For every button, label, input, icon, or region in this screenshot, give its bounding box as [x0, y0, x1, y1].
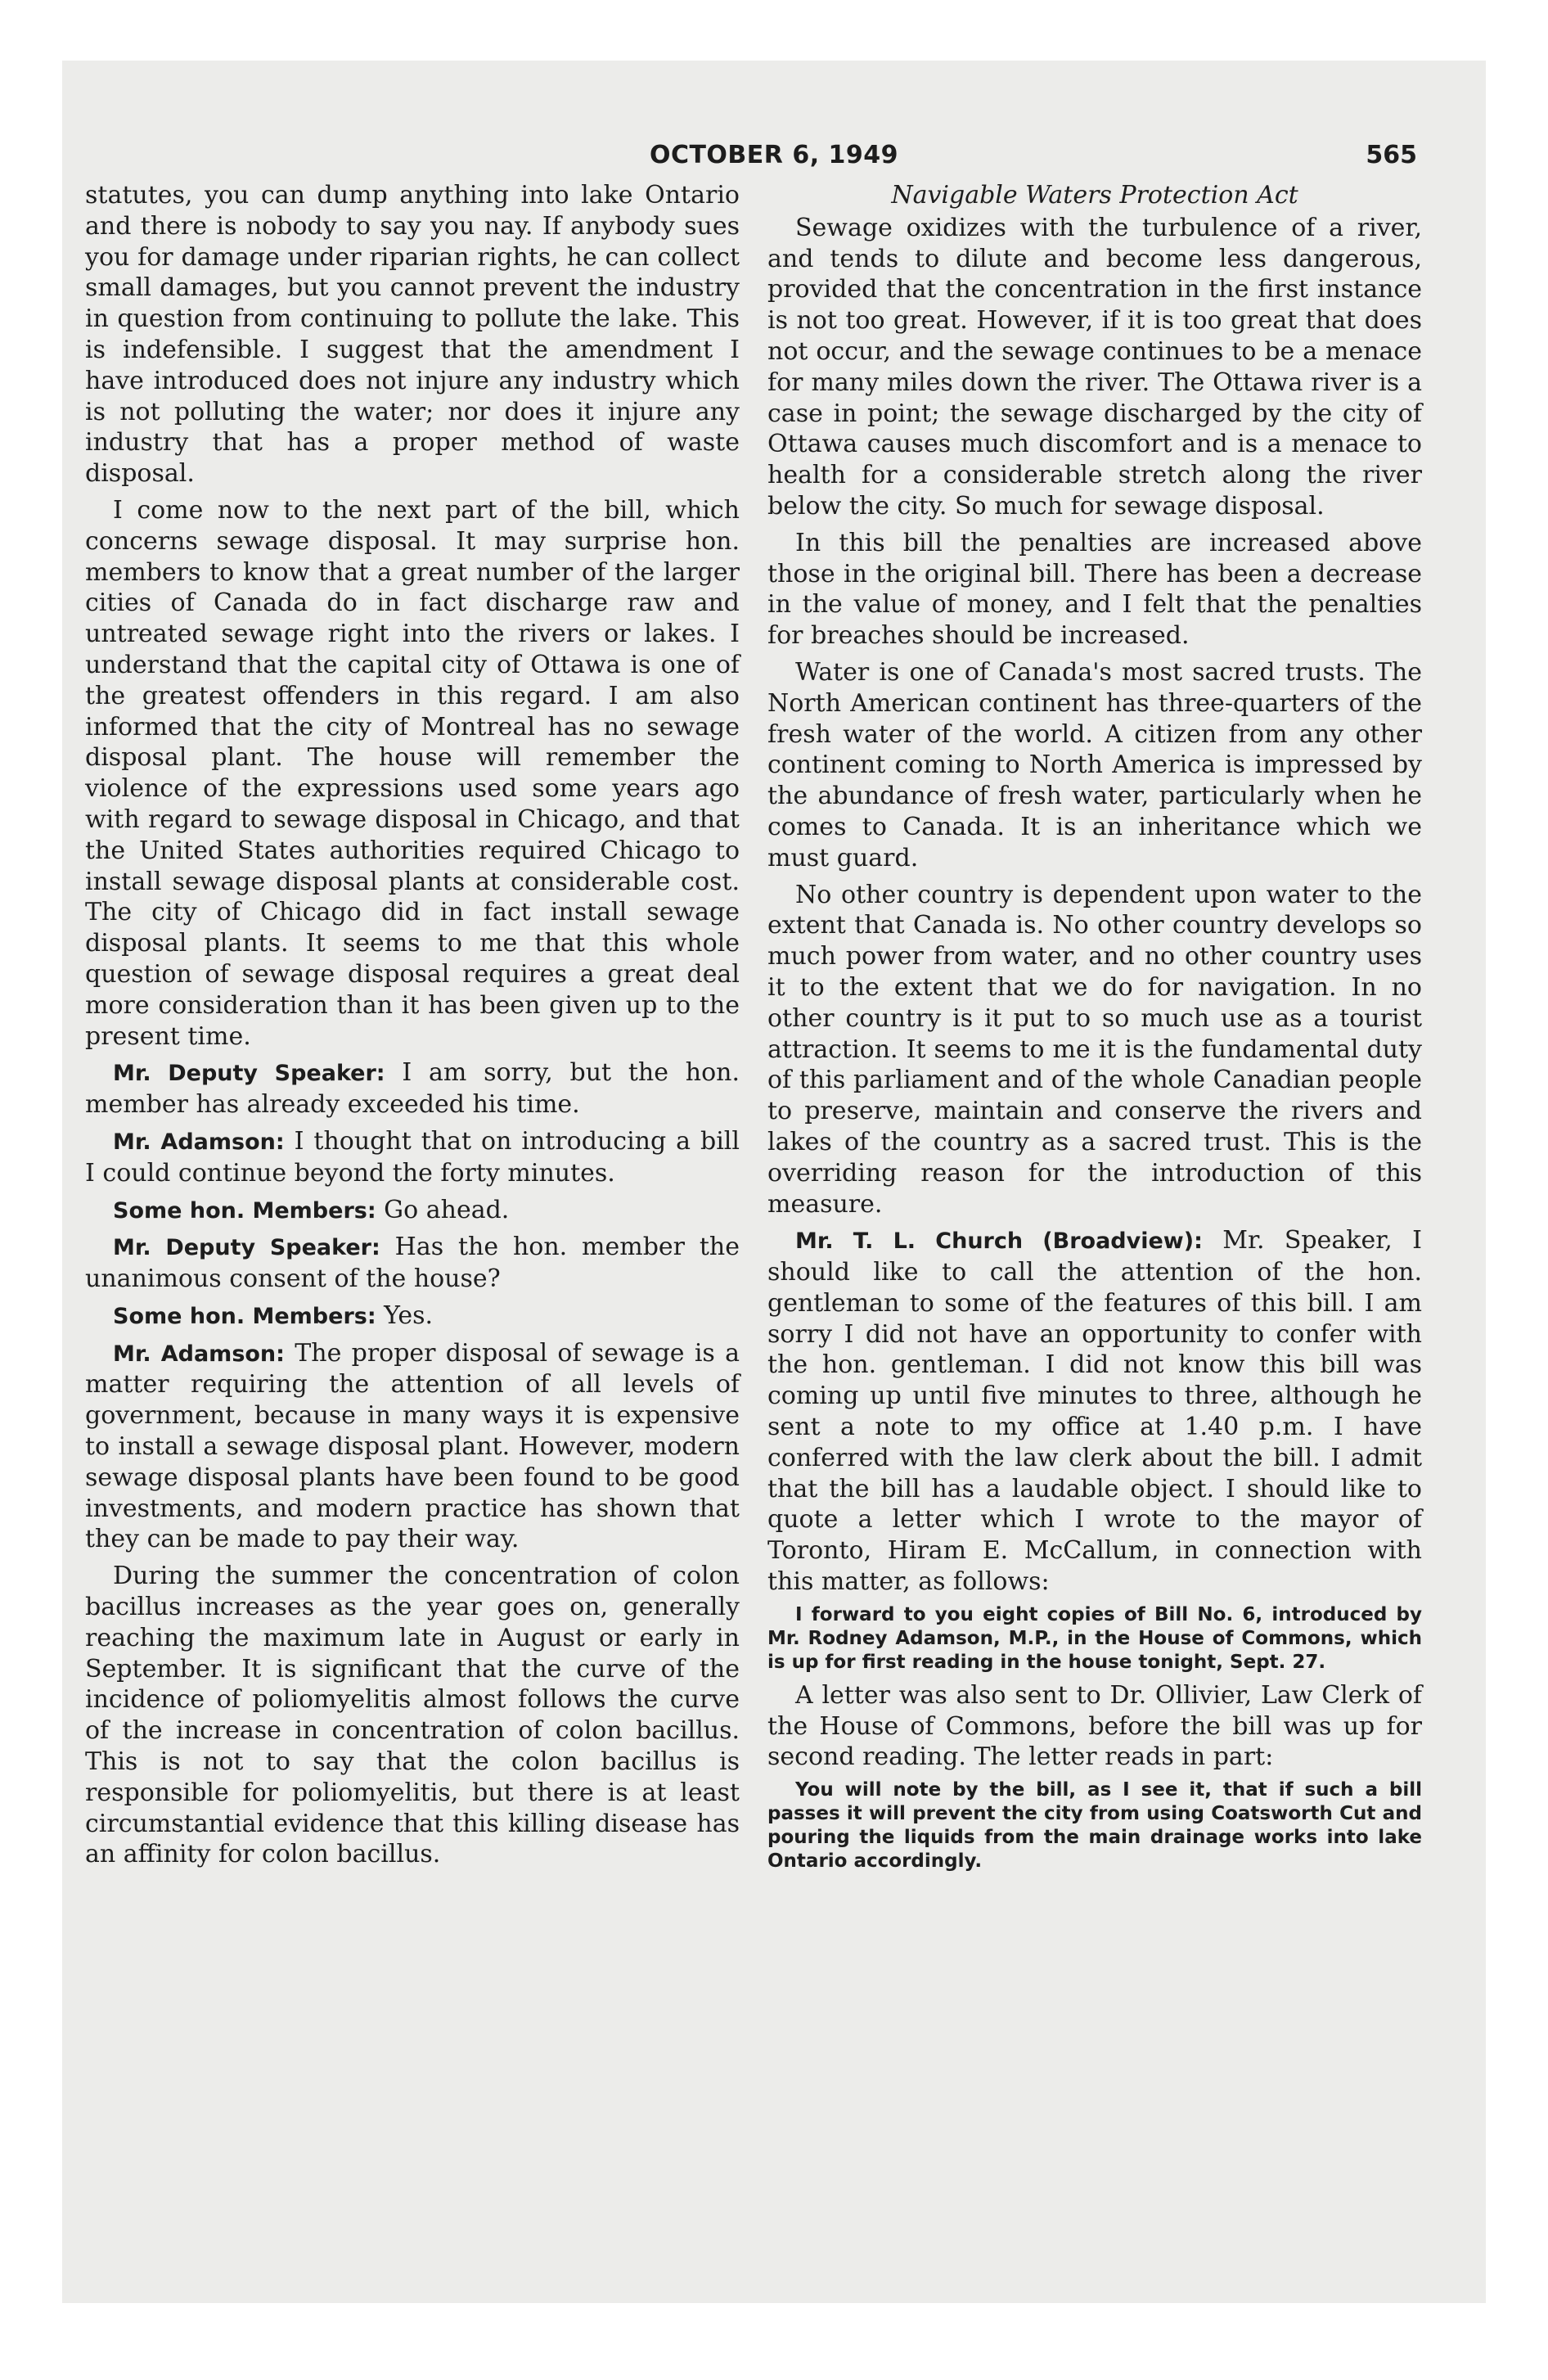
- speech: [85, 1232, 740, 1295]
- running-title: Navigable Waters Protection Act: [891, 181, 1298, 210]
- paragraph: A letter was also sent to Dr. Ollivier, Law Clerk of the House of Commons, before the bill was up for second reading. The letter reads in part:: [767, 1680, 1422, 1772]
- speech: [85, 1338, 740, 1556]
- header-date: OCTOBER 6, 1949: [649, 141, 899, 169]
- paragraph: Water is one of Canada's most sacred trusts. The North American continent has three-quarters of the fresh water of the world. A citizen from any other continent coming to North America is impressed by the abundance of fresh water, particularly when he comes to Canada. It is an inheritance which we must guard.: [767, 657, 1422, 872]
- speaker-name: Mr. Adamson:: [113, 1341, 285, 1367]
- quoted-letter: I forward to you eight copies of Bill No. 6, introduced by Mr. Rodney Adamson, M.P., in the House of Commons, which is up for first reading in the house tonight, Sept. 27.: [767, 1603, 1422, 1673]
- paragraph: During the summer the concentration of colon bacillus increases as the year goes on, generally reaching the maximum late in August or early in September. It is significant that the curve of the incidence of poliomyelitis almost follows the curve of the increase in concentration of colon bacillus. This is not to say that the colon bacillus is responsible for poliomyelitis, but there is at least circumstantial evidence that this killing disease has an affinity for colon bacillus.: [85, 1562, 740, 1869]
- page-number: 565: [1366, 141, 1417, 169]
- speech: [767, 1225, 1422, 1598]
- speaker-name: Mr. Adamson:: [113, 1129, 285, 1155]
- speech-text: Yes.: [376, 1300, 434, 1330]
- left-column: [85, 180, 740, 1876]
- speaker-name: Some hon. Members:: [113, 1197, 376, 1224]
- right-column: [767, 180, 1422, 1879]
- speaker-name: Mr. Deputy Speaker:: [113, 1235, 380, 1261]
- speech-text: Has the hon. member the unanimous consent of the house?: [85, 1233, 740, 1294]
- speech-text: Mr. Speaker, I should like to call the attention of the hon. gentleman to some of the features of this bill. I am sorry I did not have an opportunity to confer with the hon. gentleman. I did not know this bill was coming up until five minutes to three, although he sent a note to my office at 1.40 p.m. I have conferred with the law clerk about the bill. I admit that the bill has a laudable object. I should like to quote a letter which I wrote to the mayor of Toronto, Hiram E. McCallum, in connection with this matter, as follows:: [767, 1226, 1422, 1597]
- speech: [85, 1195, 740, 1227]
- paragraph: statutes, you can dump anything into lake Ontario and there is nobody to say you nay. If anybody sues you for damage under riparian rights, he can collect small damages, but you cannot prevent the industry in question from continuing to pollute the lake. This is indefensible. I suggest that the amendment I have introduced does not injure any industry which is not polluting the water; nor does it injure any industry that has a proper method of waste disposal.: [85, 181, 740, 489]
- speech: [85, 1126, 740, 1189]
- paragraph: Sewage oxidizes with the turbulence of a river, and tends to dilute and become less dangerous, provided that the concentration in the first instance is not too great. However, if it is too great that does not occur, and the sewage continues to be a menace for many miles down the river. The Ottawa river is a case in point; the sewage discharged by the city of Ottawa causes much discomfort and is a menace to health for a considerable stretch along the river below the city. So much for sewage disposal.: [767, 213, 1422, 521]
- quoted-letter: You will note by the bill, as I see it, that if such a bill passes it will prevent the city from using Coatsworth Cut and pouring the liquids from the main drainage works into lake Ontario accordingly.: [767, 1779, 1422, 1873]
- speaker-name: Mr. T. L. Church (Broadview):: [795, 1228, 1203, 1255]
- speech-text: Go ahead.: [376, 1195, 510, 1224]
- paragraph: I come now to the next part of the bill, which concerns sewage disposal. It may surprise hon. members to know that a great number of the larger cities of Canada do in fact discharge raw and untreated sewage right into the rivers or lakes. I understand that the capital city of Ottawa is one of the greatest offenders in this regard. I am also informed that the city of Montreal has no sewage disposal plant. The house will remember the violence of the expressions used some years ago with regard to sewage disposal in Chicago, and that the United States authorities required Chicago to install sewage disposal plants at considerable cost. The city of Chicago did in fact install sewage disposal plants. It seems to me that this whole question of sewage disposal requires a great deal more consideration than it has been given up to the present time.: [85, 495, 740, 1051]
- speech-text: I thought that on introducing a bill I could continue beyond the forty minutes.: [85, 1126, 740, 1188]
- speaker-name: Mr. Deputy Speaker:: [113, 1061, 385, 1087]
- page-sheet: [62, 61, 1486, 2303]
- speech-text: The proper disposal of sewage is a matter requiring the attention of all levels of government, because in many ways it is expensive to install a sewage disposal plant. However, modern sewage disposal plants have been found to be good investments, and modern practice has shown that they can be made to pay their way.: [85, 1338, 740, 1554]
- page-header: [85, 141, 1463, 177]
- paragraph: No other country is dependent upon water to the extent that Canada is. No other country develops so much power from water, and no other country uses it to the extent that we do for navigation. In no other country is it put to so much use as a tourist attraction. It seems to me it is the fundamental duty of this parliament and of the whole Canadian people to preserve, maintain and conserve the rivers and lakes of the country as a sacred trust. This is the overriding reason for the introduction of this measure.: [767, 880, 1422, 1219]
- speech: [85, 1300, 740, 1332]
- speech-text: I am sorry, but the hon. member has already exceeded his time.: [85, 1058, 740, 1120]
- paragraph: In this bill the penalties are increased above those in the original bill. There has been a decrease in the value of money, and I felt that the penalties for breaches should be increased.: [767, 528, 1422, 651]
- speaker-name: Some hon. Members:: [113, 1303, 376, 1329]
- speech: [85, 1057, 740, 1120]
